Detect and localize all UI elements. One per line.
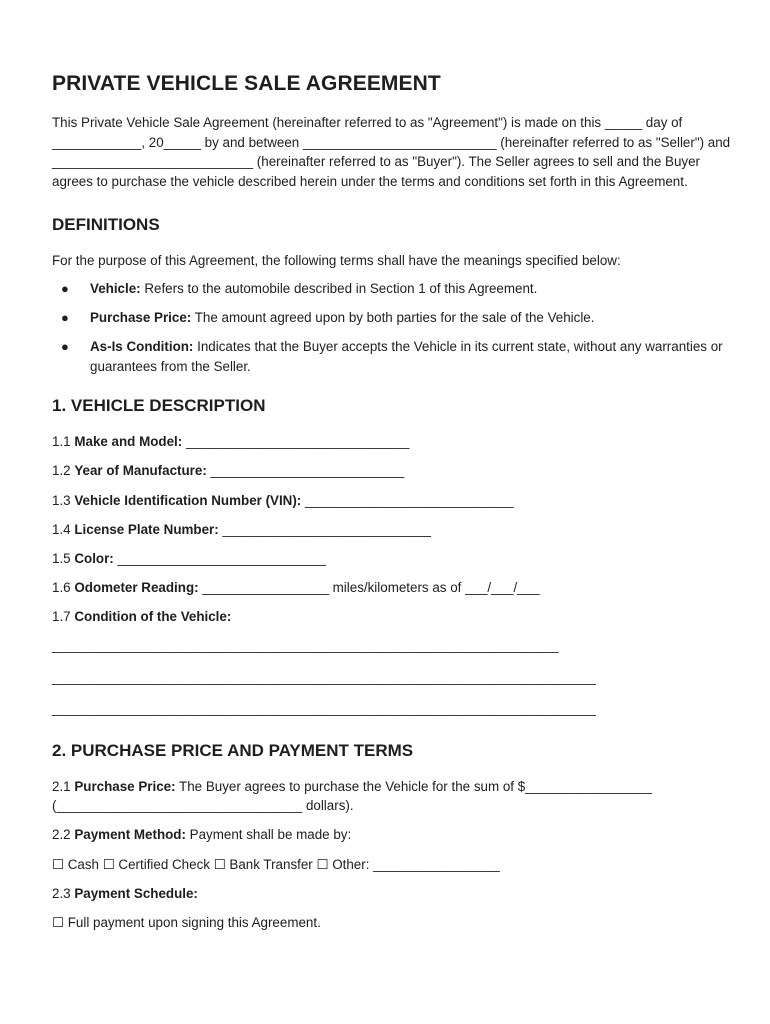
vehicle-field-color: 1.5 Color: ____________________________ [52, 550, 327, 566]
definitions-list [52, 279, 732, 376]
condition-blank-line: _________________________________________________________________________ [52, 669, 596, 685]
vehicle-field-condition: 1.7 Condition of the Vehicle: [52, 608, 232, 624]
vehicle-field-plate: 1.4 License Plate Number: ____________________________ [52, 521, 431, 537]
definition-item [52, 279, 732, 299]
document-title: PRIVATE VEHICLE SALE AGREEMENT [52, 72, 441, 95]
definition-text: Refers to the automobile described in Section 1 of this Agreement. [140, 280, 538, 296]
vehicle-field-year: 1.2 Year of Manufacture: __________________________ [52, 463, 405, 479]
purchase-price-clause: 2.1 Purchase Price: The Buyer agrees to purchase the Vehicle for the sum of $_________________ (_________________________________ dollars). [52, 778, 652, 814]
definitions-heading: DEFINITIONS [52, 215, 160, 235]
definition-text: The amount agreed upon by both parties for the sale of the Vehicle. [191, 310, 595, 326]
payment-method-options: ☐ Cash ☐ Certified Check ☐ Bank Transfer ☐ Other: _________________ [52, 856, 500, 872]
vehicle-field-vin: 1.3 Vehicle Identification Number (VIN): ____________________________ [52, 492, 514, 508]
section2-heading: 2. PURCHASE PRICE AND PAYMENT TERMS [52, 740, 414, 760]
document-page [52, 70, 732, 942]
vehicle-field-make-model: 1.1 Make and Model: ______________________________ [52, 434, 410, 450]
bullet-icon: ● [61, 310, 69, 326]
definition-item [52, 337, 732, 376]
definitions-intro: For the purpose of this Agreement, the following terms shall have the meanings specified below: [52, 253, 621, 269]
payment-method-clause: 2.2 Payment Method: Payment shall be made by: [52, 827, 352, 843]
definition-term: Purchase Price: [90, 310, 192, 326]
condition-blank-line: _________________________________________________________________________ [52, 701, 596, 717]
vehicle-field-odometer: 1.6 Odometer Reading: _________________ miles/kilometers as of ___/___/___ [52, 579, 540, 595]
payment-schedule-option: ☐ Full payment upon signing this Agreement. [52, 914, 321, 930]
section1-heading: 1. VEHICLE DESCRIPTION [52, 396, 266, 416]
definition-text: Indicates that the Buyer accepts the Vehicle in its current state, without any warranties or guarantees from the Seller. [90, 339, 723, 374]
definition-item [52, 308, 732, 328]
bullet-icon: ● [61, 339, 69, 355]
definition-term: Vehicle: [90, 280, 141, 296]
intro-paragraph: This Private Vehicle Sale Agreement (hereinafter referred to as "Agreement") is made on this _____ day of ____________, 20_____ by and between __________________________ (hereinafter referred to as "Seller") and ___________________________ (hereinafter referred to as "Buyer"). The Seller agrees to sell and the Buyer agrees to purchase the vehicle described herein under the terms and conditions set forth in this Agreement. [52, 115, 731, 189]
condition-blank-line: ____________________________________________________________________ [52, 638, 559, 653]
bullet-icon: ● [61, 280, 69, 296]
payment-schedule-clause: 2.3 Payment Schedule: [52, 885, 198, 901]
definition-term: As-Is Condition: [90, 339, 194, 355]
